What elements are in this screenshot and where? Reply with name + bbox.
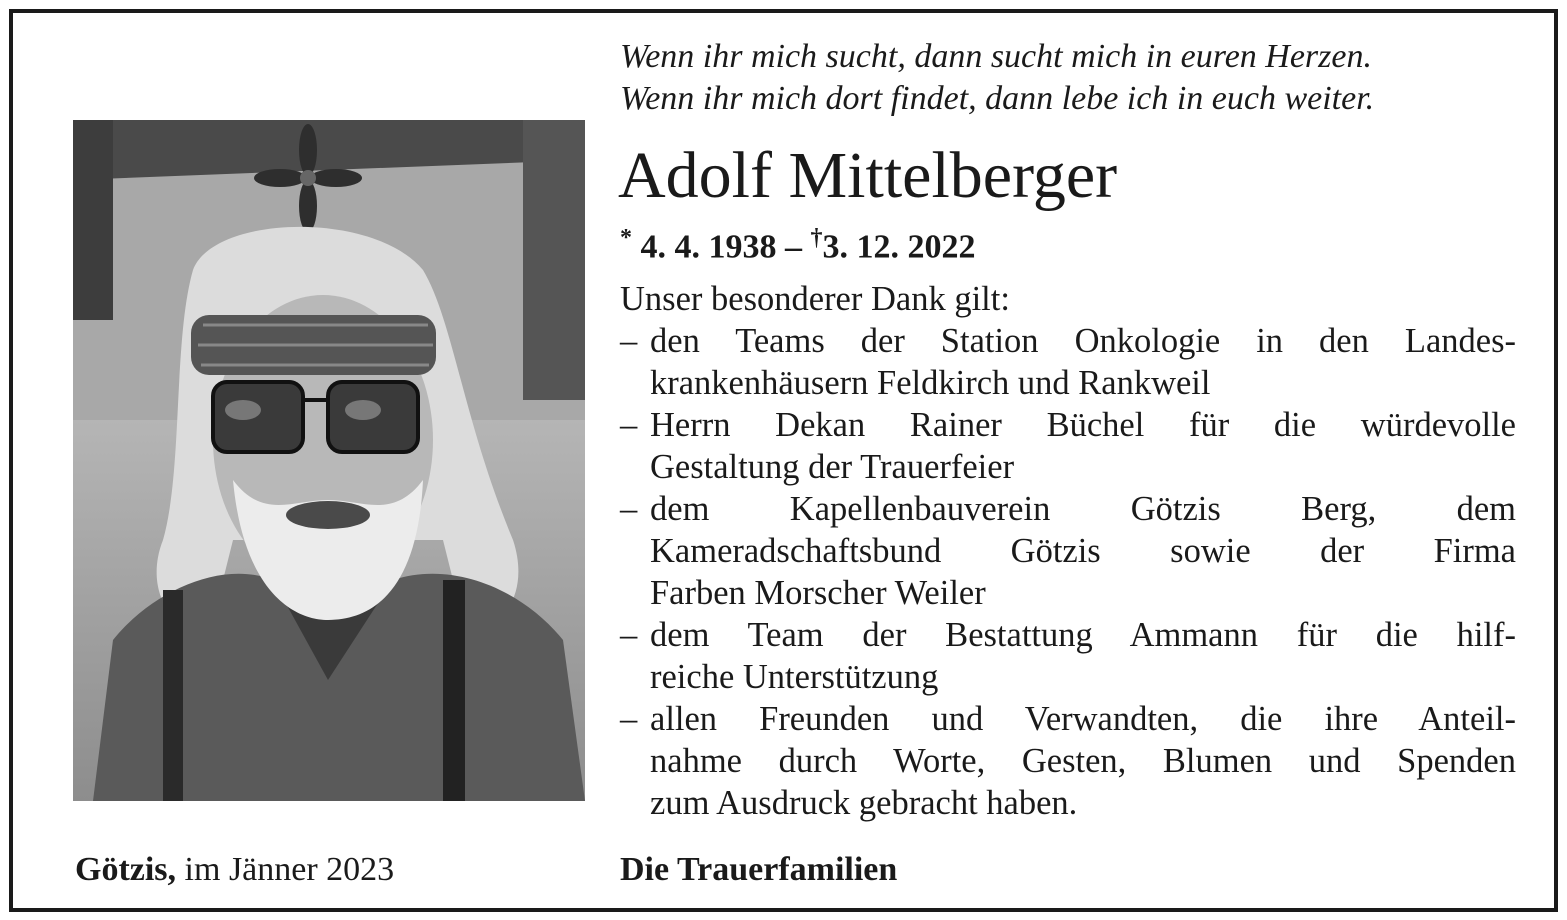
birth-date: 4. 4. 1938 bbox=[640, 228, 777, 266]
date-separator: – bbox=[785, 228, 802, 266]
death-symbol: † bbox=[810, 225, 823, 251]
quote bbox=[620, 36, 1520, 120]
thanks-line: krankenhäusern Feldkirch und Rankweil bbox=[650, 364, 1211, 402]
life-dates bbox=[620, 214, 976, 271]
birth-symbol: * bbox=[620, 225, 632, 251]
place: Götzis, bbox=[75, 851, 177, 888]
thanks-line: Kameradschaftsbund Götzis sowie der Firma bbox=[650, 532, 1516, 570]
list-dash: – bbox=[620, 616, 638, 654]
thanks-item bbox=[620, 320, 1516, 404]
list-dash: – bbox=[620, 406, 638, 444]
portrait-photo bbox=[73, 120, 585, 801]
signature: Die Trauerfamilien bbox=[620, 851, 898, 888]
thanks-line: Herrn Dekan Rainer Büchel für die würdevolle bbox=[650, 406, 1516, 444]
thanks-line: zum Ausdruck gebracht haben. bbox=[650, 784, 1078, 822]
thanks-line: dem Kapellenbauverein Götzis Berg, dem bbox=[650, 490, 1516, 528]
thanks-item bbox=[620, 614, 1516, 698]
place-and-date bbox=[75, 846, 394, 894]
thanks-section bbox=[620, 278, 1516, 824]
thanks-item bbox=[620, 698, 1516, 824]
notice-date: im Jänner 2023 bbox=[184, 851, 395, 888]
thanks-line: dem Team der Bestattung Ammann für die hilf- bbox=[650, 616, 1516, 654]
quote-line-1: Wenn ihr mich sucht, dann sucht mich in euren Herzen. bbox=[620, 38, 1372, 75]
thanks-line: Farben Morscher Weiler bbox=[650, 574, 986, 612]
list-dash: – bbox=[620, 322, 638, 360]
thanks-line: Gestaltung der Trauerfeier bbox=[650, 448, 1015, 486]
thanks-intro: Unser besonderer Dank gilt: bbox=[620, 280, 1010, 318]
thanks-line: nahme durch Worte, Gesten, Blumen und Spenden bbox=[650, 742, 1516, 780]
thanks-item bbox=[620, 488, 1516, 614]
thanks-line: reiche Unterstützung bbox=[650, 658, 939, 696]
quote-line-2: Wenn ihr mich dort findet, dann lebe ich in euch weiter. bbox=[620, 80, 1375, 117]
deceased-name: Adolf Mittelberger bbox=[618, 139, 1118, 212]
list-dash: – bbox=[620, 700, 638, 738]
list-dash: – bbox=[620, 490, 638, 528]
thanks-line: den Teams der Station Onkologie in den Landes- bbox=[650, 322, 1516, 360]
death-date: 3. 12. 2022 bbox=[822, 228, 976, 266]
thanks-item bbox=[620, 404, 1516, 488]
thanks-line: allen Freunden und Verwandten, die ihre Anteil- bbox=[650, 700, 1516, 738]
